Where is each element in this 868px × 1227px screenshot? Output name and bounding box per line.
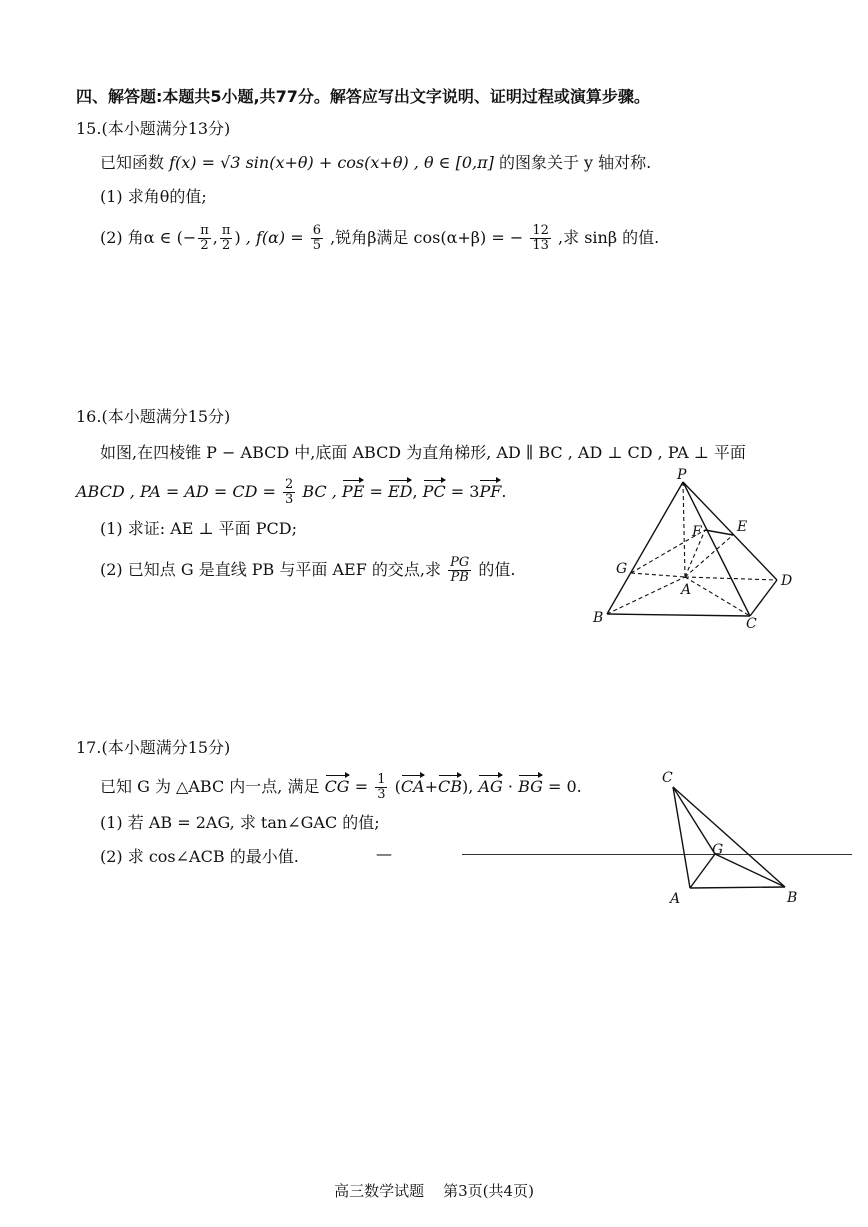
q17-vec-cg: CG	[324, 777, 350, 796]
q17-frac-1-3	[375, 773, 387, 802]
q17-stem-prefix: 已知 G 为 △ABC 内一点, 满足	[100, 777, 320, 796]
q15-interval-comma: ,	[212, 228, 218, 247]
q15-stem	[100, 152, 651, 174]
q15-frac-den: 2	[200, 238, 209, 253]
q17-vec-ag: AG	[478, 777, 503, 796]
q15-frac-12-13	[530, 224, 551, 253]
q15-f-alpha: , f(α) =	[245, 228, 304, 247]
edge-ab	[690, 887, 785, 888]
q15-number: 15.(本小题满分13分)	[76, 119, 231, 138]
q15-frac-pi-2-b	[220, 224, 233, 253]
q17-frac-den: 3	[377, 787, 386, 802]
edge-pb	[607, 482, 683, 614]
q15-frac-6-5	[311, 224, 323, 253]
section-title: 四、解答题:本题共5小题,共77分。解答应写出文字说明、证明过程或演算步骤。	[76, 87, 650, 106]
q16-number: 16.(本小题满分15分)	[76, 407, 231, 426]
label-d: D	[781, 573, 793, 589]
q17-dash-mark: —	[376, 844, 392, 863]
q16-part2	[100, 556, 515, 585]
edge-cb	[673, 787, 785, 887]
q16-comma: ,	[412, 482, 418, 501]
q16-line1: 如图,在四棱锥 P − ABCD 中,底面 ABCD 为直角梯形, AD ∥ BC , AD ⊥ CD , PA ⊥ 平面	[100, 443, 746, 462]
segment-ga	[631, 573, 685, 577]
label-p: P	[677, 467, 687, 483]
label-a: A	[670, 891, 681, 907]
q15-frac-num: 6	[312, 223, 322, 238]
q15-stem-prefix: 已知函数	[100, 153, 165, 172]
q17-vec-ca: CA	[400, 777, 425, 796]
q16-frac-num: 2	[284, 477, 294, 492]
q17-vec-bg: BG	[518, 777, 543, 796]
segment-ag	[690, 854, 715, 888]
q16-vec-pe: PE	[341, 482, 365, 501]
q15-frac-num: π	[221, 223, 231, 238]
q16-frac-den: 3	[284, 492, 294, 507]
q16-frac-num: PG	[450, 555, 470, 570]
edge-ab	[607, 577, 685, 614]
label-g: G	[712, 842, 724, 858]
label-e: E	[737, 519, 748, 535]
q16-part2-suffix: 的值.	[478, 560, 516, 579]
q16-eq: =	[369, 482, 383, 501]
q16-frac-2-3	[283, 478, 295, 507]
q16-vec-pf: PF	[479, 482, 502, 501]
q15-stem-suffix: 的图象关于 y 轴对称.	[498, 153, 652, 172]
edge-pa	[683, 482, 685, 577]
q15-frac-den: 13	[532, 238, 549, 253]
label-c: C	[746, 616, 757, 632]
label-g: G	[616, 561, 628, 577]
page-footer: 高三数学试题 第3页(共4页)	[334, 1182, 534, 1200]
edge-cd	[750, 580, 777, 616]
edge-ca	[673, 787, 690, 888]
segment-bg	[715, 854, 785, 887]
q15-frac-den: 5	[312, 238, 322, 253]
q17-frac-num: 1	[377, 772, 386, 787]
label-c: C	[662, 770, 673, 786]
q17-number: 17.(本小题满分15分)	[76, 738, 231, 757]
q17-zero: = 0.	[548, 777, 582, 796]
q16-period: .	[501, 482, 507, 501]
q15-frac-den: 2	[222, 238, 231, 253]
label-a: A	[681, 582, 692, 598]
q16-eq3: = 3	[450, 482, 480, 501]
q16-part2-prefix: (2) 已知点 G 是直线 PB 与平面 AEF 的交点,求	[100, 560, 441, 579]
q15-part2	[100, 224, 659, 253]
q17-vec-cb: CB	[438, 777, 463, 796]
segment-ae	[685, 535, 733, 577]
q17-part2: (2) 求 cos∠ACB 的最小值.	[100, 847, 299, 866]
q16-line2	[76, 478, 506, 507]
q15-part2-prefix: (2) 角α ∈	[100, 228, 172, 247]
q17-plus: +	[424, 777, 439, 796]
q15-interval-close: )	[234, 228, 241, 247]
q17-stem	[100, 773, 582, 802]
q17-open: (	[394, 777, 401, 796]
q17-part1: (1) 若 AB = 2AG, 求 tan∠GAC 的值;	[100, 813, 380, 832]
q16-bc: BC ,	[302, 482, 337, 501]
q16-frac-den: PB	[450, 570, 469, 585]
q15-frac-num: π	[200, 223, 209, 238]
q16-part1: (1) 求证: AE ⊥ 平面 PCD;	[100, 519, 297, 538]
q17-triangle-figure	[660, 768, 810, 910]
q17-close: ),	[462, 777, 474, 796]
label-b: B	[593, 610, 604, 626]
label-f: F	[692, 524, 702, 540]
q15-part1: (1) 求角θ的值;	[100, 187, 207, 206]
q15-frac-num: 12	[532, 223, 549, 238]
q16-pyramid-figure	[585, 464, 805, 634]
q15-frac-pi-2-a	[198, 224, 211, 253]
q17-eq: =	[354, 777, 369, 796]
q15-stem-formula: f(x) = √3 sin(x+θ) + cos(x+θ) , θ ∈ [0,π]	[169, 153, 494, 172]
q15-interval-open: (−	[176, 228, 197, 247]
q17-dot: ·	[507, 777, 513, 796]
label-b: B	[787, 890, 798, 906]
q15-part2-mid: ,锐角β满足 cos(α+β) = −	[330, 228, 524, 247]
q16-line2-prefix: ABCD , PA = AD = CD =	[76, 482, 276, 501]
q15-part2-suffix: ,求 sinβ 的值.	[558, 228, 660, 247]
q16-vec-pc: PC	[422, 482, 446, 501]
q16-vec-ed: ED	[387, 482, 413, 501]
q16-frac-pg-pb	[448, 556, 471, 585]
edge-bc	[607, 614, 750, 616]
